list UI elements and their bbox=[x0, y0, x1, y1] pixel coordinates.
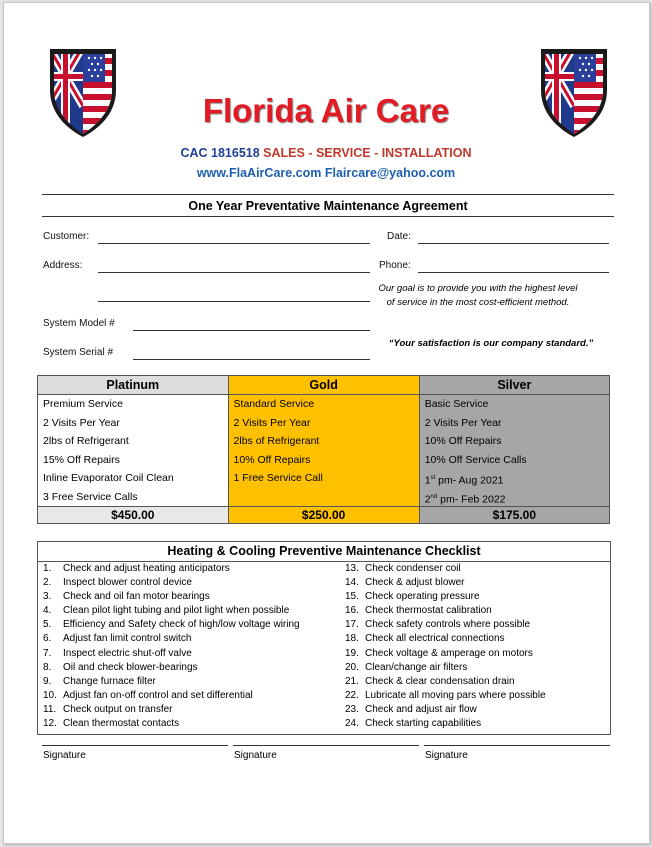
divider bbox=[42, 194, 614, 195]
item-text: Lubricate all moving pars where possible bbox=[365, 689, 546, 701]
plan-price-gold: $250.00 bbox=[228, 507, 419, 524]
item-text: Change furnace filter bbox=[63, 675, 156, 687]
checklist-item bbox=[43, 647, 300, 661]
checklist-item bbox=[345, 661, 546, 675]
date-field[interactable] bbox=[418, 243, 609, 244]
plan-feature: 2 Visits Per Year bbox=[424, 416, 502, 429]
checklist-item bbox=[43, 604, 300, 618]
checklist-item bbox=[43, 717, 300, 731]
visit-2-suffix: nd bbox=[430, 493, 438, 500]
phone-field[interactable] bbox=[418, 272, 609, 273]
maintenance-checklist bbox=[37, 541, 611, 735]
item-text: Adjust fan on-off control and set differential bbox=[63, 689, 253, 701]
plan-feature: 3 Free Service Calls bbox=[43, 490, 138, 503]
checklist-item bbox=[345, 590, 546, 604]
divider bbox=[42, 216, 614, 217]
signature-line-2[interactable] bbox=[233, 745, 419, 746]
license-number: CAC 1816518 bbox=[180, 146, 260, 160]
contact-line bbox=[0, 166, 652, 180]
plan-feature: 2lbs of Refrigerant bbox=[43, 435, 129, 447]
item-text: Check and oil fan motor bearings bbox=[63, 591, 210, 603]
plans-table bbox=[37, 375, 610, 524]
checklist-item bbox=[43, 562, 300, 576]
plan-feature: 1 Free Service Call bbox=[233, 472, 323, 484]
checklist-item bbox=[345, 604, 546, 618]
checklist-item bbox=[43, 632, 300, 646]
item-number: 14. bbox=[345, 577, 359, 589]
checklist-item bbox=[345, 647, 546, 661]
item-text: Check voltage & amperage on motors bbox=[365, 647, 533, 659]
item-text: Oil and check blower-bearings bbox=[63, 661, 198, 673]
signature-label-2: Signature bbox=[234, 750, 277, 761]
visit-2-date: pm- Feb 2022 bbox=[437, 493, 506, 505]
plan-price-silver: $175.00 bbox=[419, 507, 609, 524]
item-number: 18. bbox=[345, 633, 359, 645]
agreement-title: One Year Preventative Maintenance Agreement bbox=[188, 199, 468, 213]
address-field-line2[interactable] bbox=[98, 301, 370, 302]
item-number: 21. bbox=[345, 675, 359, 687]
item-number: 16. bbox=[345, 605, 359, 617]
item-number: 4. bbox=[43, 605, 52, 617]
item-number: 24. bbox=[345, 718, 359, 730]
plan-feature: Inline Evaporator Coil Clean bbox=[43, 472, 174, 484]
visit-1-date: pm- Aug 2021 bbox=[435, 474, 504, 487]
checklist-item bbox=[345, 618, 546, 632]
item-number: 12. bbox=[43, 718, 57, 730]
goal-note: Our goal is to provide you with the highest level of service in the most cost-efficient method. bbox=[378, 283, 578, 308]
customer-label: Customer: bbox=[43, 231, 90, 242]
checklist-item bbox=[43, 661, 300, 675]
plan-feature: 15% Off Repairs bbox=[43, 453, 120, 466]
system-serial-field[interactable] bbox=[133, 359, 370, 360]
checklist-item bbox=[345, 632, 546, 646]
item-number: 10. bbox=[43, 689, 57, 701]
item-number: 23. bbox=[345, 703, 359, 715]
plan-header-silver: Silver bbox=[419, 376, 609, 395]
date-label: Date: bbox=[387, 231, 411, 242]
plan-feature: 2lbs of Refrigerant bbox=[233, 435, 320, 447]
company-name: Florida Air Care bbox=[202, 92, 450, 129]
plan-feature: Premium Service bbox=[43, 398, 123, 410]
item-text: Check and adjust heating anticipators bbox=[63, 563, 230, 574]
item-text: Check starting capabilities bbox=[365, 718, 482, 730]
checklist-item bbox=[345, 689, 546, 703]
item-text: Inspect electric shut-off valve bbox=[63, 647, 192, 659]
item-number: 1. bbox=[43, 563, 52, 574]
plan-price-platinum: $450.00 bbox=[38, 507, 229, 524]
plan-feature: 10% Off Service Calls bbox=[424, 453, 527, 466]
checklist-item bbox=[43, 618, 300, 632]
checklist-item bbox=[43, 689, 300, 703]
license-services-line bbox=[0, 146, 652, 160]
checklist-item bbox=[345, 675, 546, 689]
item-text: Clean thermostat contacts bbox=[63, 718, 180, 730]
signature-label-1: Signature bbox=[43, 750, 86, 761]
checklist-item bbox=[43, 675, 300, 689]
plan-header-gold: Gold bbox=[228, 376, 419, 395]
website-link[interactable]: www.FlaAirCare.com bbox=[196, 166, 322, 180]
plan-feature: 10% Off Repairs bbox=[424, 435, 502, 447]
item-text: Check & adjust blower bbox=[365, 577, 465, 589]
item-number: 19. bbox=[345, 647, 359, 659]
plan-visit-2 bbox=[420, 488, 609, 507]
item-number: 13. bbox=[345, 563, 359, 574]
item-text: Check operating pressure bbox=[365, 591, 480, 603]
system-model-field[interactable] bbox=[133, 330, 370, 331]
address-label: Address: bbox=[43, 260, 83, 271]
item-text: Check and adjust air flow bbox=[365, 703, 477, 715]
signature-line-1[interactable] bbox=[42, 745, 228, 746]
item-text: Adjust fan limit control switch bbox=[63, 633, 192, 645]
item-text: Efficiency and Safety check of high/low voltage wiring bbox=[63, 619, 300, 631]
plan-silver-features bbox=[419, 395, 609, 507]
plan-feature: 2 Visits Per Year bbox=[43, 416, 120, 429]
phone-label: Phone: bbox=[379, 260, 411, 271]
plan-visit-1 bbox=[420, 469, 609, 488]
signature-line-3[interactable] bbox=[424, 745, 610, 746]
item-number: 5. bbox=[43, 619, 52, 631]
plan-header-platinum: Platinum bbox=[38, 376, 229, 395]
item-text: Check & clear condensation drain bbox=[365, 675, 515, 687]
checklist-item bbox=[345, 717, 546, 731]
item-number: 6. bbox=[43, 633, 52, 645]
checklist-title: Heating & Cooling Preventive Maintenance Checklist bbox=[167, 544, 481, 558]
plan-feature bbox=[229, 488, 419, 507]
item-text: Check thermostat calibration bbox=[365, 605, 492, 617]
system-serial-label: System Serial # bbox=[43, 347, 114, 358]
plan-feature: Basic Service bbox=[424, 398, 489, 410]
plan-feature: 2 Visits Per Year bbox=[233, 416, 311, 429]
system-model-label: System Model # bbox=[43, 318, 115, 329]
plan-feature: 10% Off Repairs bbox=[233, 453, 311, 466]
item-text: Check safety controls where possible bbox=[365, 619, 531, 631]
visit-2-number: 2 bbox=[424, 493, 431, 505]
item-number: 22. bbox=[345, 689, 359, 701]
item-number: 9. bbox=[43, 675, 52, 687]
item-number: 8. bbox=[43, 661, 52, 673]
item-text: Check all electrical connections bbox=[365, 633, 505, 645]
checklist-right-column bbox=[345, 562, 546, 731]
item-number: 15. bbox=[345, 591, 359, 603]
item-number: 20. bbox=[345, 661, 359, 673]
plan-platinum-features bbox=[38, 395, 229, 507]
item-number: 3. bbox=[43, 591, 52, 603]
email-link[interactable]: Flaircare@yahoo.com bbox=[324, 166, 456, 180]
checklist-item bbox=[345, 576, 546, 590]
checklist-left-column bbox=[43, 562, 300, 731]
customer-field[interactable] bbox=[98, 243, 370, 244]
plan-gold-features bbox=[228, 395, 419, 507]
satisfaction-quote: “Your satisfaction is our company standard.” bbox=[388, 338, 594, 349]
item-number: 11. bbox=[43, 703, 57, 715]
item-text: Clean/change air filters bbox=[365, 661, 468, 673]
checklist-item bbox=[345, 703, 546, 717]
item-text: Check condenser coil bbox=[365, 563, 461, 574]
checklist-item bbox=[345, 562, 546, 576]
item-text: Check output on transfer bbox=[63, 703, 173, 715]
item-text: Inspect blower control device bbox=[63, 577, 192, 589]
item-number: 7. bbox=[43, 647, 52, 659]
visit-1-suffix: st bbox=[430, 475, 436, 481]
signature-label-3: Signature bbox=[425, 750, 468, 761]
item-number: 2. bbox=[43, 577, 52, 589]
visit-1-number: 1 bbox=[424, 474, 431, 487]
checklist-item bbox=[43, 576, 300, 590]
item-text: Clean pilot light tubing and pilot light when possible bbox=[63, 605, 290, 617]
services-text: SALES - SERVICE - INSTALLATION bbox=[263, 146, 472, 160]
checklist-item bbox=[43, 703, 300, 717]
plan-feature: Standard Service bbox=[233, 398, 315, 410]
address-field[interactable] bbox=[98, 272, 370, 273]
item-number: 17. bbox=[345, 619, 359, 631]
checklist-item bbox=[43, 590, 300, 604]
